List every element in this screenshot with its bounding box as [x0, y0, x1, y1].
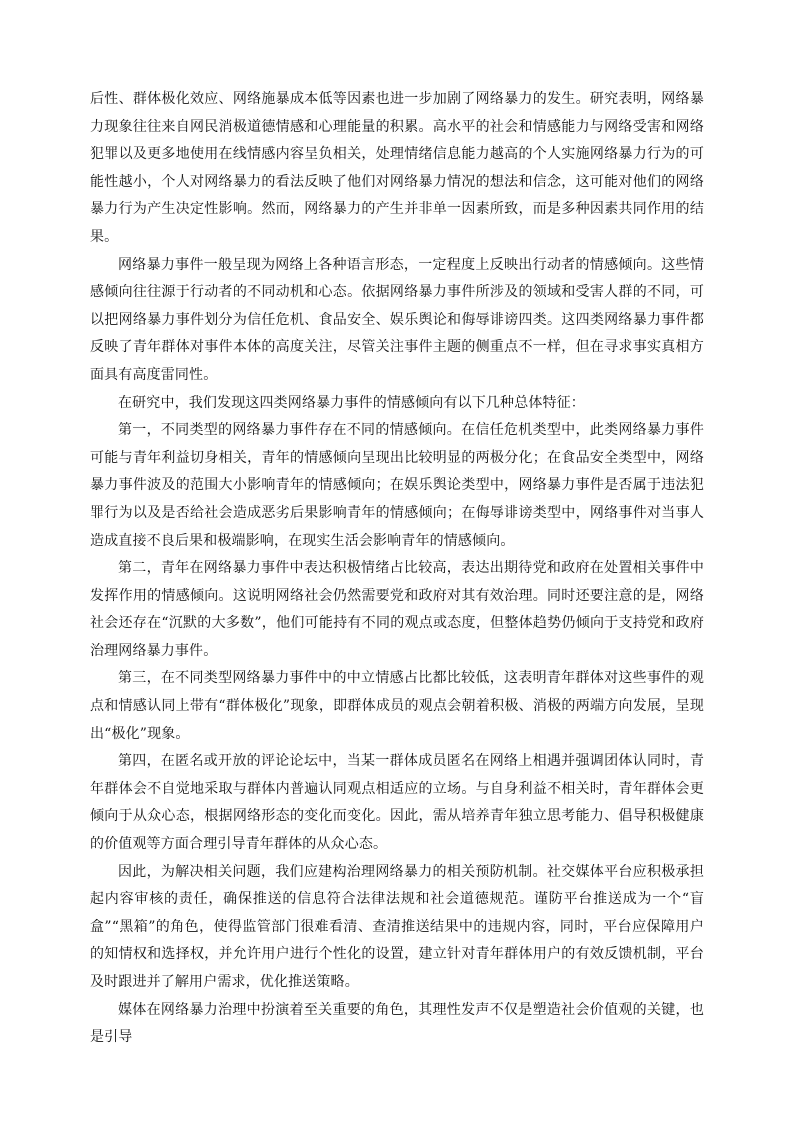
- body-text: [90, 86, 704, 1052]
- paragraph-finding-2: 第二，青年在网络暴力事件中表达积极情绪占比较高，表达出期待党和政府在处置相关事件中发挥作用的情感倾向。这说明网络社会仍然需要党和政府对其有效治理。同时还要注意的是，网络社会还存在“沉默的大多数”，他们可能持有不同的观点或态度，但整体趋势仍倾向于支持党和政府治理网络暴力事件。: [90, 560, 704, 659]
- paragraph-finding-1: 第一，不同类型的网络暴力事件存在不同的情感倾向。在信任危机类型中，此类网络暴力事件可能与青年利益切身相关，青年的情感倾向呈现出比较明显的两极分化；在食品安全类型中，网络暴力事件波及的范围大小影响青年的情感倾向；在娱乐舆论类型中，网络暴力事件是否属于违法犯罪行为以及是否给社会造成恶劣后果影响青年的情感倾向；在侮辱诽谤类型中，网络事件对当事人造成直接不良后果和极端影响，在现实生活会影响青年的情感倾向。: [90, 422, 704, 549]
- paragraph-findings-intro: 在研究中，我们发现这四类网络暴力事件的情感倾向有以下几种总体特征：: [118, 394, 585, 411]
- paragraph-finding-3: 第三，在不同类型网络暴力事件中的中立情感占比都比较低，这表明青年群体对这些事件的观点和情感认同上带有“群体极化”现象，即群体成员的观点会朝着积极、消极的两端方向发展，呈现出“极化”现象。: [90, 670, 704, 742]
- paragraph-continued: 后性、群体极化效应、网络施暴成本低等因素也进一步加剧了网络暴力的发生。研究表明，网络暴力现象往往来自网民消极道德情感和心理能量的积累。高水平的社会和情感能力与网络受害和网络犯罪以及更多地使用在线情感内容呈负相关，处理情绪信息能力越高的个人实施网络暴力行为的可能性越小，个人对网络暴力的看法反映了他们对网络暴力情况的想法和信念，这可能对他们的网络暴力行为产生决定性影响。然而，网络暴力的产生并非单一因素所致，而是多种因素共同作用的结果。: [90, 91, 704, 245]
- paragraph-prevention: 因此，为解决相关问题，我们应建构治理网络暴力的相关预防机制。社交媒体平台应积极承担起内容审核的责任，确保推送的信息符合法律法规和社会道德规范。谨防平台推送成为一个“盲盒”“黑箱”的角色，使得监管部门很难看清、查清推送结果中的违规内容，同时，平台应保障用户的知情权和选择权，并允许用户进行个性化的设置，建立针对青年群体用户的有效反馈机制，平台及时跟进并了解用户需求，优化推送策略。: [90, 863, 704, 990]
- paragraph-finding-4: 第四，在匿名或开放的评论论坛中，当某一群体成员匿名在网络上相遇并强调团体认同时，青年群体会不自觉地采取与群体内普遍认同观点相适应的立场。与自身利益不相关时，青年群体会更倾向于从众心态，根据网络形态的变化而变化。因此，需从培养青年独立思考能力、倡导积极健康的价值观等方面合理引导青年群体的从众心态。: [90, 753, 704, 853]
- paragraph-media-role: 媒体在网络暴力治理中扮演着至关重要的角色，其理性发声不仅是塑造社会价值观的关键，也是引导: [90, 1001, 704, 1046]
- paragraph-event-types: 网络暴力事件一般呈现为网络上各种语言形态，一定程度上反映出行动者的情感倾向。这些情感倾向往往源于行动者的不同动机和心态。依据网络暴力事件所涉及的领域和受害人群的不同，可以把网络暴力事件划分为信任危机、食品安全、娱乐舆论和侮辱诽谤四类。这四类网络暴力事件都反映了青年群体对事件本体的高度关注，尽管关注事件主题的侧重点不一样，但在寻求事实真相方面具有高度雷同性。: [90, 256, 704, 383]
